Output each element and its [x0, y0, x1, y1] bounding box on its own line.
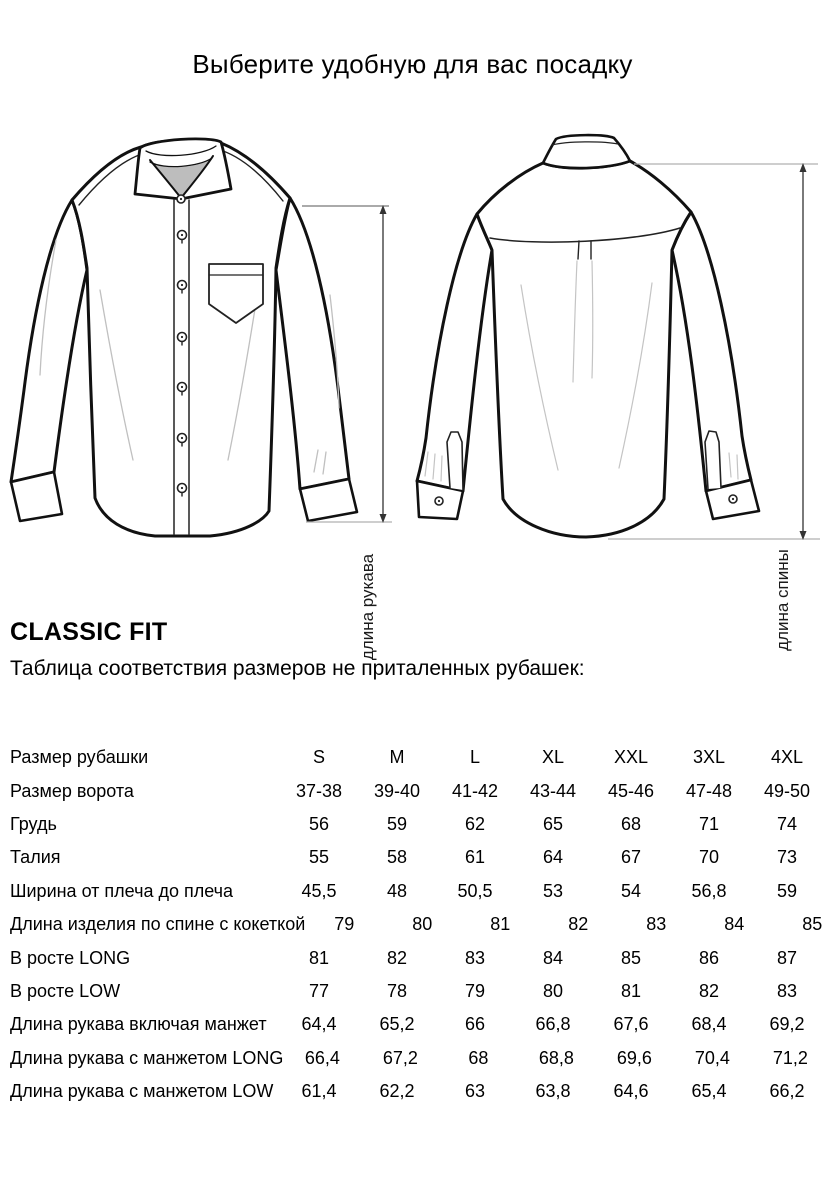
size-value-cell: 54 — [620, 880, 642, 901]
size-value-cell: XXL — [613, 747, 649, 768]
row-label: В росте LONG — [10, 947, 131, 968]
row-label: Длина рукава с манжетом LONG — [10, 1047, 284, 1068]
size-value-cell: 87 — [776, 947, 798, 968]
row-label: В росте LOW — [10, 980, 121, 1001]
table-row — [10, 975, 818, 1008]
size-value-cell: 45,5 — [301, 880, 337, 901]
size-value-cell: 59 — [776, 880, 798, 901]
size-value-cell: 79 — [334, 914, 355, 935]
size-value-cell: 66 — [464, 1014, 486, 1035]
size-value-cell: M — [389, 747, 405, 768]
front-right-sleeve — [276, 198, 349, 489]
size-value-cell: 47-48 — [685, 780, 733, 801]
back-collar-band — [543, 135, 630, 168]
back-left-sleeve-placket — [447, 432, 463, 490]
size-value-cell: 63,8 — [535, 1081, 571, 1102]
size-value-cell: L — [469, 747, 480, 768]
table-subtitle: Таблица соответствия размеров не приталенных рубашек: — [10, 657, 585, 680]
back-length-label: длина спины — [773, 549, 792, 651]
size-value-cell: 82 — [386, 947, 408, 968]
table-row — [10, 774, 818, 807]
size-value-cell: 66,4 — [304, 1047, 340, 1068]
size-value-cell: 62 — [464, 813, 486, 834]
size-value-cell: 85 — [802, 914, 823, 935]
size-value-cell: 63 — [464, 1081, 486, 1102]
table-row — [10, 941, 818, 974]
size-value-cell: 55 — [308, 847, 330, 868]
table-row — [10, 1042, 818, 1075]
size-value-cell: 82 — [698, 980, 720, 1001]
size-value-cell: 83 — [464, 947, 486, 968]
table-row — [10, 741, 818, 774]
size-value-cell: 66,8 — [535, 1014, 571, 1035]
shirt-technical-drawing — [0, 120, 825, 600]
size-value-cell: 70 — [698, 847, 720, 868]
size-value-cell: 71 — [698, 813, 720, 834]
size-value-cell: 79 — [464, 980, 486, 1001]
size-value-cell: 4XL — [770, 747, 804, 768]
row-label: Ширина от плеча до плеча — [10, 880, 234, 901]
row-label: Грудь — [10, 813, 57, 834]
size-value-cell: 83 — [776, 980, 798, 1001]
size-value-cell: 77 — [308, 980, 330, 1001]
shirt-back-drawing — [417, 135, 759, 537]
row-label: Размер рубашки — [10, 747, 149, 768]
size-value-cell: 64 — [542, 847, 564, 868]
size-value-cell: 48 — [386, 880, 408, 901]
size-value-cell: 65,2 — [379, 1014, 415, 1035]
size-value-cell: 41-42 — [451, 780, 499, 801]
shirt-front-drawing — [11, 139, 357, 536]
size-value-cell: 69,2 — [769, 1014, 805, 1035]
size-value-cell: 65 — [542, 813, 564, 834]
size-value-cell: 68,8 — [538, 1047, 574, 1068]
size-value-cell: 84 — [542, 947, 564, 968]
table-row — [10, 1075, 818, 1108]
size-value-cell: 49-50 — [763, 780, 811, 801]
size-value-cell: 73 — [776, 847, 798, 868]
table-row — [10, 908, 823, 941]
row-label: Размер ворота — [10, 780, 134, 801]
size-value-cell: 64,6 — [613, 1081, 649, 1102]
size-value-cell: 83 — [646, 914, 667, 935]
size-value-cell: 86 — [698, 947, 720, 968]
table-row — [10, 808, 818, 841]
size-value-cell: 45-46 — [607, 780, 655, 801]
size-value-cell: 61,4 — [301, 1081, 337, 1102]
size-value-cell: 65,4 — [691, 1081, 727, 1102]
size-value-cell: 70,4 — [694, 1047, 730, 1068]
size-value-cell: 80 — [412, 914, 433, 935]
size-value-cell: 85 — [620, 947, 642, 968]
size-value-cell: 43-44 — [529, 780, 577, 801]
size-value-cell: 64,4 — [301, 1014, 337, 1035]
size-value-cell: 80 — [542, 980, 564, 1001]
size-value-cell: 68 — [468, 1047, 489, 1068]
size-value-cell: 67,2 — [382, 1047, 418, 1068]
size-value-cell: 81 — [308, 947, 330, 968]
row-label: Длина рукава с манжетом LOW — [10, 1081, 274, 1102]
sleeve-length-label: длина рукава — [358, 553, 377, 661]
size-value-cell: 81 — [490, 914, 511, 935]
size-value-cell: 62,2 — [379, 1081, 415, 1102]
size-value-cell: 68,4 — [691, 1014, 727, 1035]
size-value-cell: 56,8 — [691, 880, 727, 901]
size-value-cell: 71,2 — [772, 1047, 808, 1068]
size-value-cell: 67 — [620, 847, 642, 868]
row-label: Талия — [10, 847, 61, 868]
size-value-cell: 61 — [464, 847, 486, 868]
size-value-cell: 66,2 — [769, 1081, 805, 1102]
front-left-sleeve — [11, 200, 87, 482]
size-value-cell: 67,6 — [613, 1014, 649, 1035]
size-value-cell: 53 — [542, 880, 564, 901]
size-value-cell: 78 — [386, 980, 408, 1001]
table-row — [10, 841, 818, 874]
size-value-cell: XL — [541, 747, 565, 768]
size-value-cell: 69,6 — [616, 1047, 652, 1068]
size-value-cell: 74 — [776, 813, 798, 834]
size-value-cell: 68 — [620, 813, 642, 834]
back-body — [477, 161, 691, 537]
table-row — [10, 1008, 818, 1041]
size-value-cell: 82 — [568, 914, 589, 935]
size-value-cell: 50,5 — [457, 880, 493, 901]
size-value-cell: 59 — [386, 813, 408, 834]
front-left-cuff — [11, 472, 62, 521]
row-label: Длина изделия по спине с кокеткой — [10, 914, 306, 935]
row-label: Длина рукава включая манжет — [10, 1014, 267, 1035]
back-right-sleeve-placket — [705, 431, 721, 489]
table-row — [10, 875, 818, 908]
size-value-cell: S — [312, 747, 325, 768]
size-value-cell: 56 — [308, 813, 330, 834]
fit-heading: CLASSIC FIT — [10, 618, 168, 646]
size-value-cell: 37-38 — [295, 780, 343, 801]
page-title: Выберите удобную для вас посадку — [192, 49, 633, 79]
size-value-cell: 84 — [724, 914, 745, 935]
size-value-cell: 39-40 — [373, 780, 421, 801]
size-value-cell: 58 — [386, 847, 408, 868]
size-value-cell: 3XL — [692, 747, 726, 768]
size-value-cell: 81 — [620, 980, 642, 1001]
size-table — [10, 741, 823, 1108]
